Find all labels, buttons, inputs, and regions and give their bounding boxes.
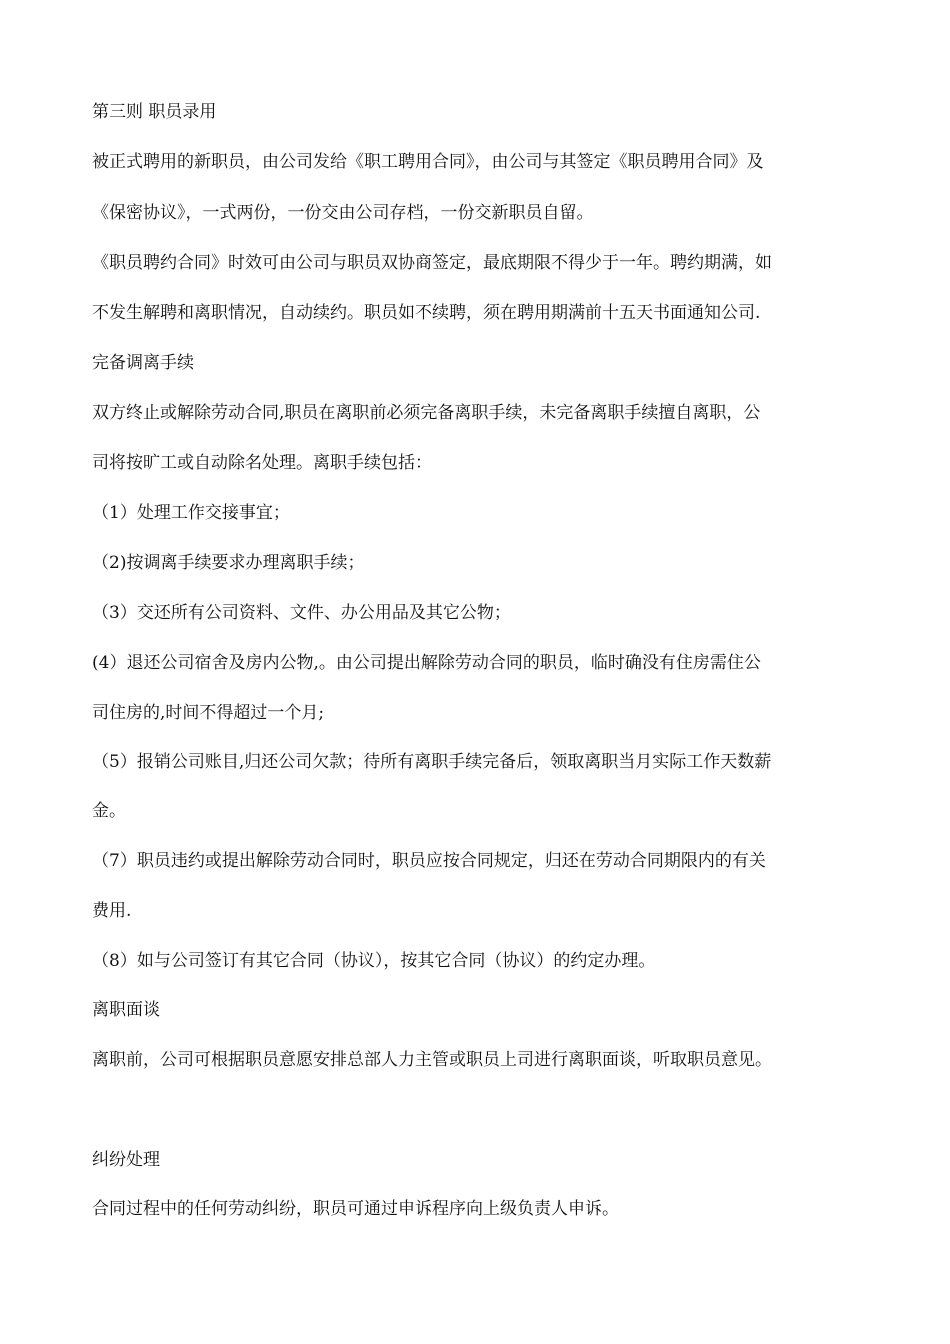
list-item-continuation: 费用. <box>92 901 132 921</box>
paragraph-line: 《保密协议》，一式两份，一份交由公司存档，一份交新职员自留。 <box>92 203 594 223</box>
section-title-employment: 第三则 职员录用 <box>92 102 217 122</box>
list-item: （8）如与公司签订有其它合同（协议），按其它合同（协议）的约定办理。 <box>92 951 656 971</box>
list-item: （3）交还所有公司资料、文件、办公用品及其它公物； <box>92 603 511 623</box>
list-item-continuation: 金。 <box>92 801 126 821</box>
list-item: （5）报销公司账目,归还公司欠款；待所有离职手续完备后，领取离职当月实际工作天数薪 <box>92 752 772 772</box>
paragraph-line: 司将按旷工或自动除名处理。离职手续包括： <box>92 453 432 473</box>
paragraph-line: 被正式聘用的新职员，由公司发给《职工聘用合同》，由公司与其签定《职员聘用合同》及 <box>92 152 764 172</box>
section-title-dispute-handling: 纠纷处理 <box>92 1150 160 1170</box>
paragraph-line: 离职前，公司可根据职员意愿安排总部人力主管或职员上司进行离职面谈，听取职员意见。 <box>92 1050 772 1070</box>
paragraph-line: 双方终止或解除劳动合同,职员在离职前必须完备离职手续，未完备离职手续擅自离职，公 <box>92 403 761 423</box>
list-item: （1）处理工作交接事宜； <box>92 503 290 523</box>
section-title-resignation-procedure: 完备调离手续 <box>92 353 194 373</box>
paragraph-line: 不发生解聘和离职情况，自动续约。职员如不续聘，须在聘用期满前十五天书面通知公司. <box>92 303 761 323</box>
list-item-continuation: 司住房的,时间不得超过一个月; <box>92 703 325 723</box>
paragraph-line: 合同过程中的任何劳动纠纷，职员可通过申诉程序向上级负责人申诉。 <box>92 1199 619 1219</box>
paragraph-line: 《职员聘约合同》时效可由公司与职员双协商签定，最底期限不得少于一年。聘约期满，如 <box>92 253 772 273</box>
list-item: （7）职员违约或提出解除劳动合同时，职员应按合同规定，归还在劳动合同期限内的有关 <box>92 851 766 871</box>
list-item: (4）退还公司宿舍及房内公物,。由公司提出解除劳动合同的职员，临时确没有住房需住公 <box>92 653 761 673</box>
list-item: （2)按调离手续要求办理离职手续； <box>92 553 365 573</box>
section-title-exit-interview: 离职面谈 <box>92 1000 160 1020</box>
